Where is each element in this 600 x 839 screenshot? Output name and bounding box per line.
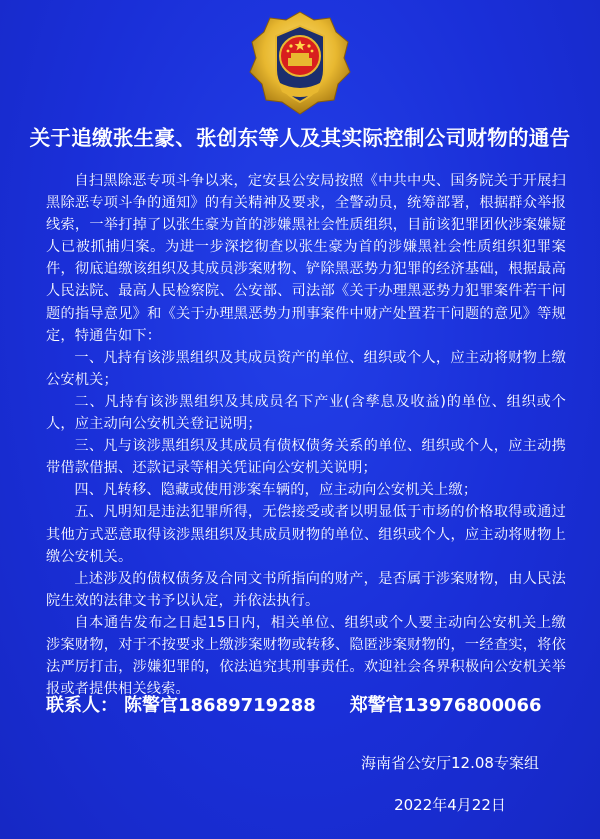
contact-person-1: 陈警官18689719288 bbox=[124, 695, 316, 716]
contact-label: 联系人： bbox=[46, 695, 118, 716]
issue-date: 2022年4月22日 bbox=[394, 796, 506, 814]
paragraph-property: 上述涉及的债权债务及合同文书所指向的财产，是否属于涉案财物，由人民法院生效的法律文书予以认定，并依法执行。 bbox=[46, 570, 566, 609]
notice-title: 关于追缴张生豪、张创东等人及其实际控制公司财物的通告 bbox=[29, 126, 571, 150]
paragraph-item-2: 二、凡持有该涉黑组织及其成员名下产业(含孳息及收益)的单位、组织或个人，应主动向公安机关登记说明； bbox=[46, 393, 566, 433]
contact-line bbox=[46, 691, 586, 717]
paragraph-item-5: 五、凡明知是违法犯罪所得，无偿接受或者以明显低于市场的价格取得或通过其他方式恶意取得该涉黑组织及其成员财物的单位、组织或个人，应主动将财物上缴公安机关。 bbox=[46, 504, 566, 565]
paragraph-item-1: 一、凡持有该涉黑组织及其成员资产的单位、组织或个人，应主动将财物上缴公安机关； bbox=[46, 349, 566, 388]
paragraph-deadline: 自本通告发布之日起15日内，相关单位、组织或个人要主动向公安机关上缴涉案财物，对于不按要求上缴涉案财物或转移、隐匿涉案财物的，一经查实，将依法严厉打击，涉嫌犯罪的，依法追究其刑事责任。欢迎社会各界积极向公安机关举报或者提供相关线索。 bbox=[46, 614, 566, 698]
issuing-organization: 海南省公安厅12.08专案组 bbox=[361, 754, 539, 772]
paragraph-item-3: 三、凡与该涉黑组织及其成员有债权债务关系的单位、组织或个人，应主动携带借款借据、还款记录等相关凭证向公安机关说明； bbox=[46, 438, 566, 477]
paragraph-item-4: 四、凡转移、隐藏或使用涉案车辆的，应主动向公安机关上缴； bbox=[74, 482, 478, 499]
notice-body bbox=[46, 170, 566, 700]
contact-person-2: 郑警官13976800066 bbox=[349, 695, 542, 716]
paragraph-intro: 自扫黑除恶专项斗争以来，定安县公安局按照《中共中央、国务院关于开展扫黑除恶专项斗争的通知》的有关精神及要求，全警动员，统筹部署，根据群众举报线索，一举打掉了以张生豪为首的涉嫌黑社会性质组织，目前该犯罪团伙涉案嫌疑人已被抓捕归案。为进一步深挖彻查以张生豪为首的涉嫌黑社会性质组织犯罪案件，彻底追缴该组织及其成员涉案财物、铲除黑恶势力犯罪的经济基础，根据最高人民法院、最高人民检察院、公安部、司法部《关于办理黑恶势力犯罪案件若干问题的指导意见》和《关于办理黑恶势力刑事案件中财产处置若干问题的意见》等规定，特通告如下： bbox=[46, 173, 566, 344]
police-badge-icon bbox=[244, 8, 356, 120]
